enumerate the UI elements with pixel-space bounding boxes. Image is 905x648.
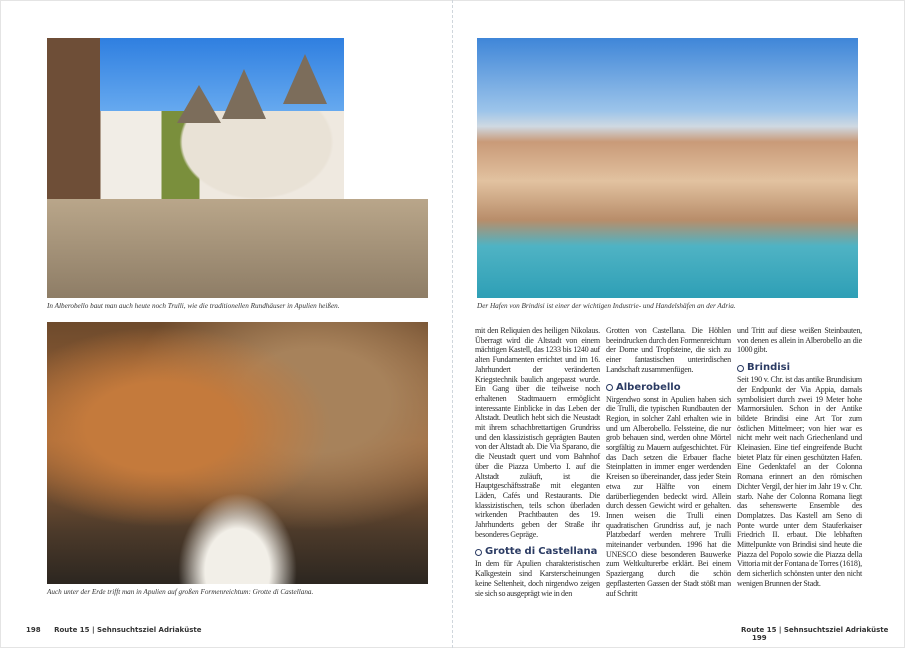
body-text: Nirgendwo sonst in Apulien haben sich die Trulli, die typischen Rundbauten der Region, in solcher Zahl erhalten wie in und um Alberobello. Felssteine, die nur grob behauen sind, werden ohne Mörtel sorgfältig zu Mauern aufgeschichtet. Für das Dach setzen die Erbauer flache Steinplatten in immer enger werdenden Kreisen so übereinander, dass jeder Stein etwa zur Hälfte von einem darüberliegenden bedeckt wird. Allein durch dessen Gewicht wird er gehalten. Innen weisen die Trulli einen quadratischen Grundriss auf, je nach Platzbedarf werden mehrere Trulli miteinander verbunden. 1996 hat die UNESCO diese besonderen Bauwerke zum Weltkulturerbe erklärt. Bei einem Spaziergang durch die schön gepflasterten Gassen der Stadt stößt man auf Schritt [606,394,731,598]
running-footer: Route 15 | Sehnsuchtsziel Adriaküste [741,626,889,634]
page-number: 199 [752,634,767,642]
book-gutter [452,0,453,648]
photo-caption-grotte: Auch unter der Erde trifft man in Apulien auf großen Formenreichtum: Grotte di Castellana. [47,588,314,596]
photo-grotte-castellana [47,322,428,584]
photo-caption-brindisi: Der Hafen von Brindisi ist einer der wichtigen Industrie- und Handelshäfen an der Adria. [477,302,736,310]
photo-caption-alberobello: In Alberobello baut man auch heute noch Trulli, wie die traditionellen Rundhäuser in Apulien heißen. [47,302,340,310]
page-number: 198 [26,626,41,634]
heading-text: Brindisi [747,362,791,374]
body-text: und Tritt auf diese weißen Steinbauten, von denen es allein in Alberobello an die 1000 gibt. [737,326,862,355]
body-text: In dem für Apulien charakteristischen Kalkgestein sind Karsterscheinungen keine Seltenheit, doch nirgendwo zeigen sie sich so ausgeprägt wie in den [475,559,600,598]
text-column-2 [606,326,731,598]
left-page-footer [26,626,201,634]
heading-text: Grotte di Castellana [485,546,598,558]
photo-brindisi-harbour [477,38,858,298]
text-column-1 [475,326,600,598]
body-text: mit den Reliquien des heiligen Nikolaus. Überragt wird die Altstadt von einem mächtigen Kastell, das 1233 bis 1240 auf alten Fundamenten errichtet und im 16. Jahrhundert der veränderten Kriegstechnik baulich angepasst wurde. Ein Gang über die teilweise noch erhaltenen Stadtmauern ermöglicht interessante Einblicke in das Leben der Altstadt. Deutlich hebt sich die Neustadt mit ihrem schachbrettartigen Grundriss und den klassizistisch geprägten Bauten von der Altstadt ab. Die Via Sparano, die die Neustadt quert und vom Bahnhof über die Piazza Umberto I. auf die Altstadt zuläuft, ist die Hauptgeschäftsstraße mit eleganten Läden, Cafés und Restaurants. Die klassizistischen, teils schon überladen wirkenden Prachtbauten des 19. Jahrhunderts geben der Straße ihr besonderes Gepräge. [475,326,600,539]
text-column-3 [737,326,862,589]
section-heading-alberobello [606,382,731,394]
running-footer: Route 15 | Sehnsuchtsziel Adriaküste [54,626,202,634]
section-heading-brindisi [737,362,862,374]
body-text: Seit 190 v. Chr. ist das antike Brundisium der Endpunkt der Via Appia, damals symbolisiert durch zwei 19 Meter hohe Marmorsäulen. Schon in der Antike bildete Brindisi eine Art Tor zum östlichen Mittelmeer; von hier war es nicht mehr weit nach Griechenland und Kleinasien. Eine tief eingreifende Bucht bietet Platz für einen geschützten Hafen. Eine Gedenktafel an der Colonna Romana erinnert an den römischen Dichter Vergil, der hier im Jahr 19 v. Chr. starb. Nahe der Colonna Romana liegt das sehenswerte Ensemble des Domplatzes. Das Kastell am Seno di Ponte wurde unter dem Stauferkaiser Friedrich II. erbaut. Die lebhaften Mittelpunkte von Brindisi sind heute die Piazza del Popolo sowie die Piazza della Vittoria mit der Fontana de Torres (1618), dem sicherlich schönsten unter den nicht wenigen Brunnen der Stadt. [737,375,862,588]
bullet-circle-icon [475,549,482,556]
photo-alberobello-trulli [47,38,428,298]
bullet-circle-icon [737,365,744,372]
right-page-footer [741,626,905,642]
bullet-circle-icon [606,384,613,391]
body-text: Grotten von Castellana. Die Höhlen beeindrucken durch den Formenreichtum der Dome und Tropfsteine, die sich zu einer fantastischen unterirdischen Landschaft zusammenfügen. [606,326,731,374]
section-heading-grotte [475,546,600,558]
heading-text: Alberobello [616,381,681,393]
